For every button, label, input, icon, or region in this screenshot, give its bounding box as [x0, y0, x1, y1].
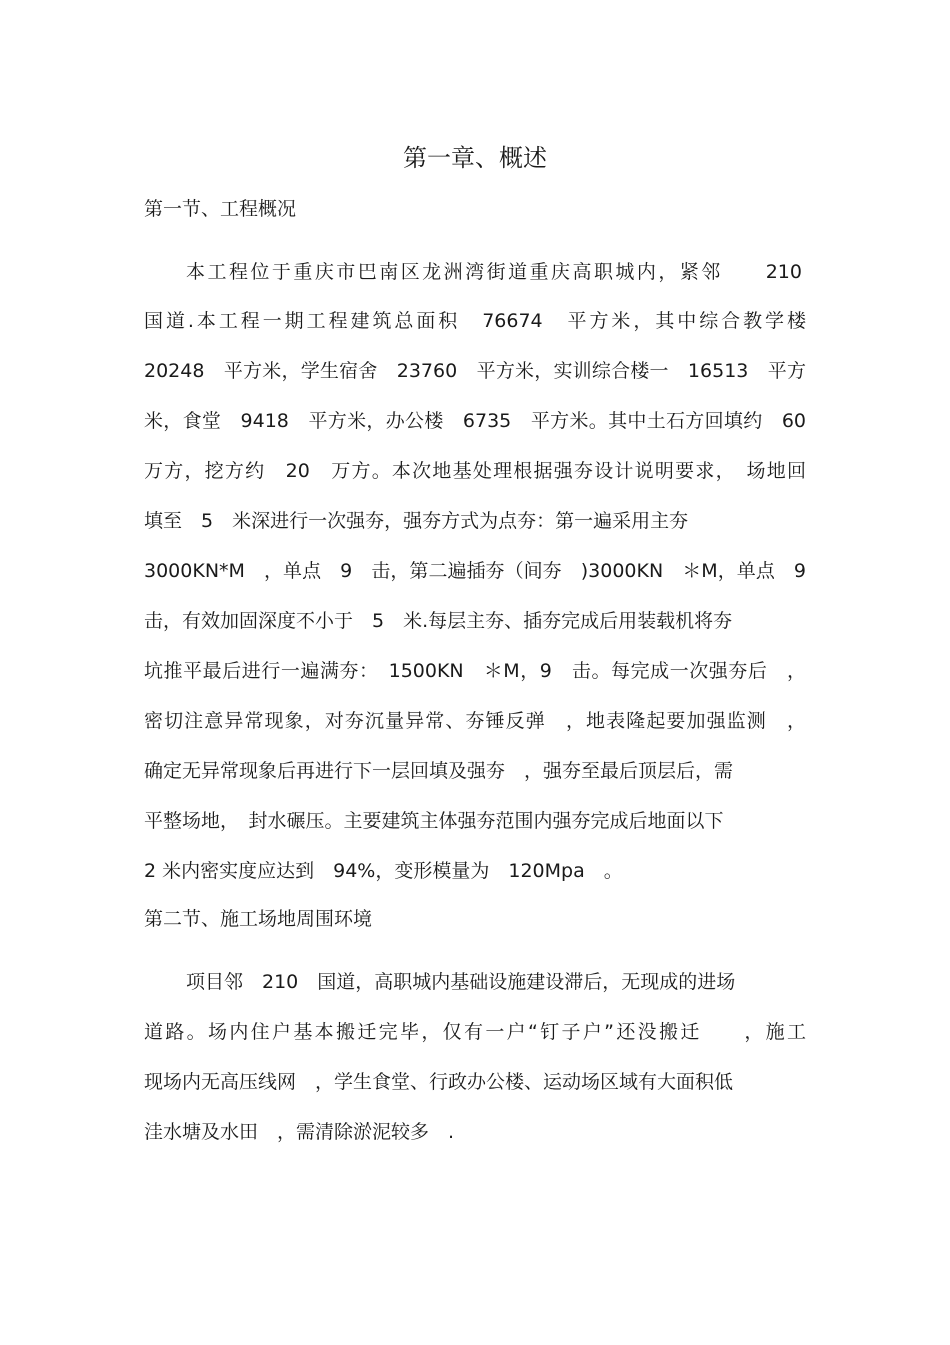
paragraph-line: 2 米内密实度应达到 94%，变形模量为 120Mpa 。 — [144, 860, 623, 882]
paragraph-line: 坑推平最后进行一遍满夯： 1500KN ＊M，9 击。每完成一次强夯后 ， — [144, 660, 806, 682]
paragraph-line: 20248 平方米，学生宿舍 23760 平方米，实训综合楼一 16513 平方 — [144, 360, 806, 382]
section-heading: 第一节、工程概况 — [144, 198, 297, 220]
paragraph-line: 3000KN*M ，单点 9 击，第二遍插夯（间夯 )3000KN ＊M，单点 9 — [144, 560, 806, 582]
paragraph-line: 本工程位于重庆市巴南区龙洲湾街道重庆高职城内，紧邻 210 — [186, 261, 802, 283]
paragraph-line: 平整场地， 封水碾压。主要建筑主体强夯范围内强夯完成后地面以下 — [144, 810, 724, 832]
paragraph-line: 密切注意异常现象，对夯沉量异常、夯锤反弹 ，地表隆起要加强监测 ， — [144, 710, 806, 732]
section-heading: 第二节、施工场地周围环境 — [144, 908, 373, 930]
paragraph-line: 击，有效加固深度不小于 5 米.每层主夯、插夯完成后用装载机将夯 — [144, 610, 733, 632]
paragraph-line: 项目邻 210 国道，高职城内基础设施建设滞后，无现成的进场 — [186, 971, 736, 993]
paragraph-line: 国道.本工程一期工程建筑总面积 76674 平方米，其中综合教学楼 — [144, 310, 806, 332]
paragraph-line: 万方，挖方约 20 万方。本次地基处理根据强夯设计说明要求， 场地回 — [144, 460, 806, 482]
chapter-title: 第一章、概述 — [403, 144, 547, 172]
paragraph-line: 洼水塘及水田 ，需清除淤泥较多 . — [144, 1121, 455, 1143]
paragraph-line: 现场内无高压线网 ，学生食堂、行政办公楼、运动场区域有大面积低 — [144, 1071, 734, 1093]
paragraph-line: 填至 5 米深进行一次强夯，强夯方式为点夯：第一遍采用主夯 — [144, 510, 689, 532]
paragraph-line: 道路。场内住户基本搬迁完毕，仅有一户“钉子户”还没搬迁 ，施工 — [144, 1021, 806, 1043]
paragraph-line: 确定无异常现象后再进行下一层回填及强夯 ，强夯至最后顶层后，需 — [144, 760, 734, 782]
paragraph-line: 米，食堂 9418 平方米，办公楼 6735 平方米。其中土石方回填约 60 — [144, 410, 806, 432]
